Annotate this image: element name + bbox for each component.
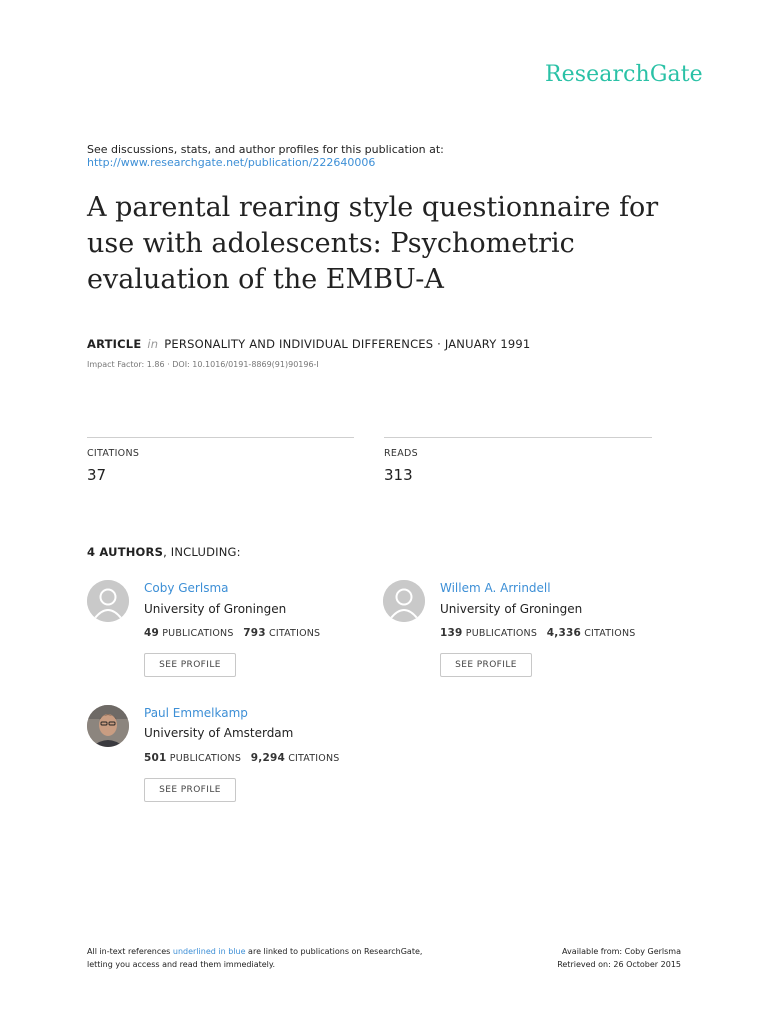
underlined-in-blue-text: underlined in blue xyxy=(172,947,246,956)
citations-value: 37 xyxy=(87,466,107,484)
author-citations-count: 4,336 xyxy=(546,627,581,639)
author-stats xyxy=(144,627,320,639)
author-name-link[interactable]: Willem A. Arrindell xyxy=(440,581,551,595)
citations-label: CITATIONS xyxy=(288,753,340,764)
reads-value: 313 xyxy=(384,466,413,484)
citations-label: CITATIONS xyxy=(87,448,140,459)
authors-heading xyxy=(87,545,241,559)
in-word: in xyxy=(147,337,159,351)
article-type: ARTICLE xyxy=(87,337,142,351)
author-avatar[interactable] xyxy=(383,580,425,622)
author-avatar[interactable] xyxy=(87,580,129,622)
footer-text: are linked to publications on ResearchGate, xyxy=(245,947,423,956)
publications-label: PUBLICATIONS xyxy=(162,628,234,639)
footer-line-2: letting you access and read them immediately. xyxy=(87,960,276,969)
author-photo-avatar[interactable] xyxy=(87,705,129,747)
article-meta xyxy=(87,337,530,351)
reads-divider xyxy=(384,437,652,438)
publications-label: PUBLICATIONS xyxy=(465,628,538,639)
footer-availability xyxy=(557,945,681,971)
person-placeholder-icon xyxy=(383,580,425,622)
author-citations-count: 9,294 xyxy=(250,752,285,764)
citations-label: CITATIONS xyxy=(584,628,636,639)
authors-count: 4 AUTHORS xyxy=(87,545,164,559)
author-affiliation: University of Groningen xyxy=(440,602,583,616)
author-photo-icon xyxy=(87,705,129,747)
author-name-link[interactable]: Paul Emmelkamp xyxy=(144,706,248,720)
see-profile-button[interactable]: SEE PROFILE xyxy=(144,778,236,802)
author-stats xyxy=(440,627,635,639)
author-publications-count: 49 xyxy=(144,627,160,639)
author-affiliation: University of Groningen xyxy=(144,602,287,616)
author-affiliation: University of Amsterdam xyxy=(144,726,294,740)
discussion-text: See discussions, stats, and author profiles for this publication at: xyxy=(87,143,444,156)
person-placeholder-icon xyxy=(87,580,129,622)
author-publications-count: 501 xyxy=(144,752,167,764)
publication-url-link[interactable]: http://www.researchgate.net/publication/222640006 xyxy=(87,156,376,169)
citations-label: CITATIONS xyxy=(269,628,321,639)
authors-suffix: , INCLUDING: xyxy=(163,545,241,559)
retrieved-on: Retrieved on: 26 October 2015 xyxy=(557,960,681,969)
researchgate-logo[interactable]: ResearchGate xyxy=(545,62,703,87)
author-stats xyxy=(144,752,339,764)
footer-text: All in-text references xyxy=(87,947,173,956)
see-profile-button[interactable]: SEE PROFILE xyxy=(440,653,532,677)
publications-label: PUBLICATIONS xyxy=(169,753,242,764)
impact-doi: Impact Factor: 1.86 · DOI: 10.1016/0191-8869(91)90196-I xyxy=(87,360,319,369)
available-from: Available from: Coby Gerlsma xyxy=(562,947,681,956)
reads-label: READS xyxy=(384,448,418,459)
article-title: A parental rearing style questionnaire for use with adolescents: Psychometric evaluation of the EMBU-A xyxy=(87,192,659,295)
author-publications-count: 139 xyxy=(440,627,463,639)
citations-divider xyxy=(87,437,354,438)
footer-line-1 xyxy=(87,945,422,958)
see-profile-button[interactable]: SEE PROFILE xyxy=(144,653,236,677)
author-name-link[interactable]: Coby Gerlsma xyxy=(144,581,229,595)
footer-note xyxy=(87,945,422,971)
journal-venue[interactable]: PERSONALITY AND INDIVIDUAL DIFFERENCES · JANUARY 1991 xyxy=(164,337,531,351)
author-citations-count: 793 xyxy=(243,627,266,639)
